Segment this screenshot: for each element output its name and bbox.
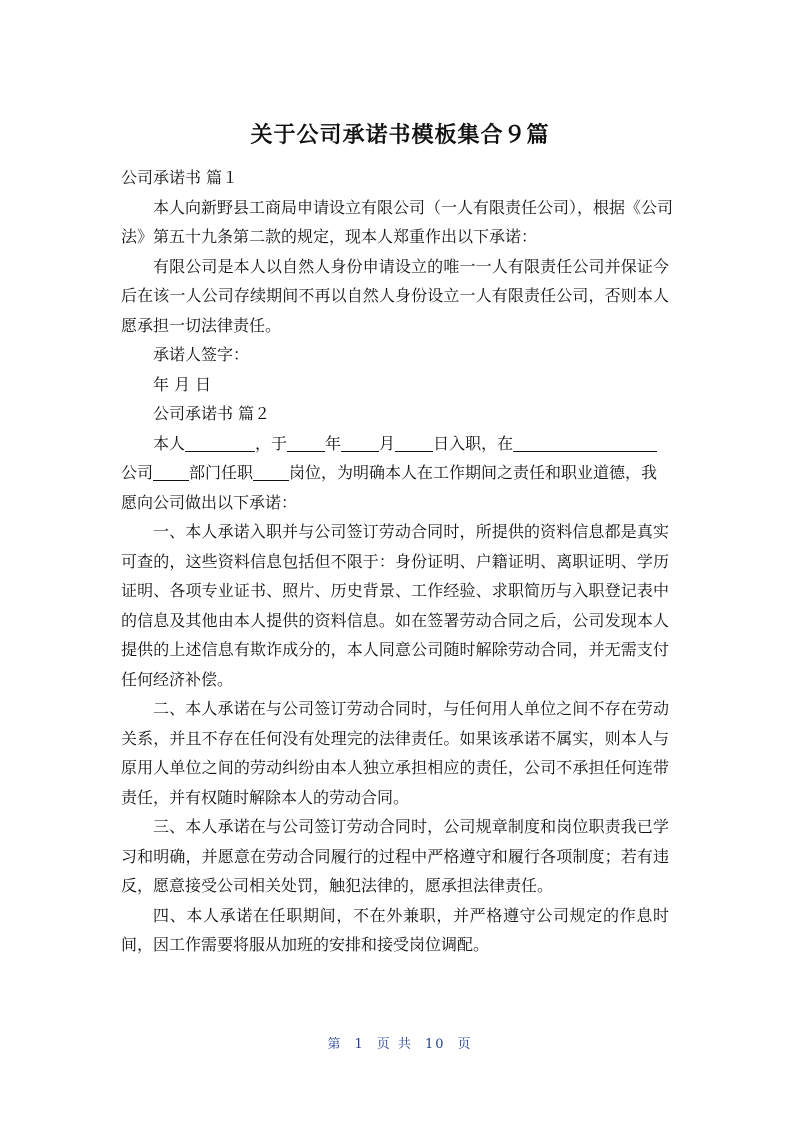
fill-in-line-1: [121, 429, 669, 459]
section-heading-2: 公司承诺书 篇２: [153, 404, 271, 423]
paragraph-line: 关系，并且不存在任何没有处理完的法律责任。如果该承诺不属实，则本人与: [121, 728, 669, 748]
page-footer: [0, 1033, 800, 1052]
paragraph-line: 习和明确，并愿意在劳动合同履行的过程中严格遵守和履行各项制度；若有违: [121, 846, 669, 866]
footer-text: 第: [327, 1037, 343, 1052]
paragraph-line: 三、本人承诺在与公司签订劳动合同时，公司规章制度和岗位职责我已学: [153, 817, 669, 836]
fill-text: 年: [325, 433, 342, 453]
paragraph-line: 间，因工作需要将服从加班的安排和接受岗位调配。: [121, 935, 490, 954]
signature-label: 承诺人签字：: [153, 345, 250, 364]
paragraph-line: 后在该一人公司存续期间不再以自然人身份设立一人有限责任公司，否则本人: [121, 286, 669, 305]
paragraph-line: 任何经济补偿。: [121, 669, 234, 689]
fill-text: 岗位，为明确本人在工作期间之责任和职业道德，我: [289, 463, 658, 482]
paragraph-line: 有限公司是本人以自然人身份申请设立的唯一一人有限责任公司并保证今: [153, 256, 669, 276]
fill-in-line-2: [121, 458, 669, 488]
paragraph-line: 证明、各项专业证书、照片、历史背景、工作经验、求职简历与入职登记表中: [121, 581, 669, 600]
page-number: 1: [354, 1037, 365, 1052]
fill-text: 公司: [121, 463, 154, 482]
company-blank[interactable]: [513, 435, 657, 452]
fill-text: ，于: [255, 433, 288, 453]
fill-text: 本人: [153, 433, 186, 453]
paragraph-line: 二、本人承诺在与公司签订劳动合同时，与任何用人单位之间不存在劳动: [153, 699, 669, 718]
paragraph-line: 愿向公司做出以下承诺：: [121, 492, 298, 512]
paragraph-line: 提供的上述信息有欺诈成分的，本人同意公司随时解除劳动合同，并无需支付: [121, 640, 669, 659]
fill-text: 月: [379, 433, 396, 453]
paragraph-line: 法》第五十九条第二款的规定，现本人郑重作出以下承诺：: [121, 227, 538, 246]
paragraph-line: 四、本人承诺在任职期间，不在外兼职，并严格遵守公司规定的作息时: [153, 905, 669, 925]
department-blank[interactable]: [153, 464, 189, 481]
paragraph-line: 责任，并有权随时解除本人的劳动合同。: [121, 787, 410, 807]
fill-text: 部门任职: [189, 463, 254, 482]
footer-text: 页 共: [376, 1037, 413, 1052]
paragraph-line: 一、本人承诺入职并与公司签订劳动合同时，所提供的资料信息都是真实: [153, 522, 669, 541]
section-heading-1: 公司承诺书 篇１: [121, 168, 239, 187]
document-body: [121, 163, 674, 960]
paragraph-line: 的信息及其他由本人提供的资料信息。如在签署劳动合同之后，公司发现本人: [121, 610, 669, 630]
paragraph-line: 可查的，这些资料信息包括但不限于：身份证明、户籍证明、离职证明、学历: [121, 551, 669, 571]
month-blank[interactable]: [341, 435, 379, 452]
fill-text: 日入职，在: [433, 433, 514, 453]
footer-text: 页: [457, 1037, 473, 1052]
paragraph-line: 原用人单位之间的劳动纠纷由本人独立承担相应的责任，公司不承担任何连带: [121, 758, 669, 777]
document-title: 关于公司承诺书模板集合９篇: [250, 123, 550, 148]
date-label: 年 月 日: [153, 374, 212, 394]
day-blank[interactable]: [395, 435, 433, 452]
paragraph-line: 反，愿意接受公司相关处罚，触犯法律的，愿承担法律责任。: [121, 876, 554, 895]
total-pages: 10: [424, 1037, 446, 1052]
paragraph-line: 本人向新野县工商局申请设立有限公司（一人有限责任公司），根据《公司: [153, 197, 674, 217]
name-blank[interactable]: [185, 435, 255, 452]
paragraph-line: 愿承担一切法律责任。: [121, 315, 282, 335]
position-blank[interactable]: [253, 464, 289, 481]
year-blank[interactable]: [287, 435, 325, 452]
